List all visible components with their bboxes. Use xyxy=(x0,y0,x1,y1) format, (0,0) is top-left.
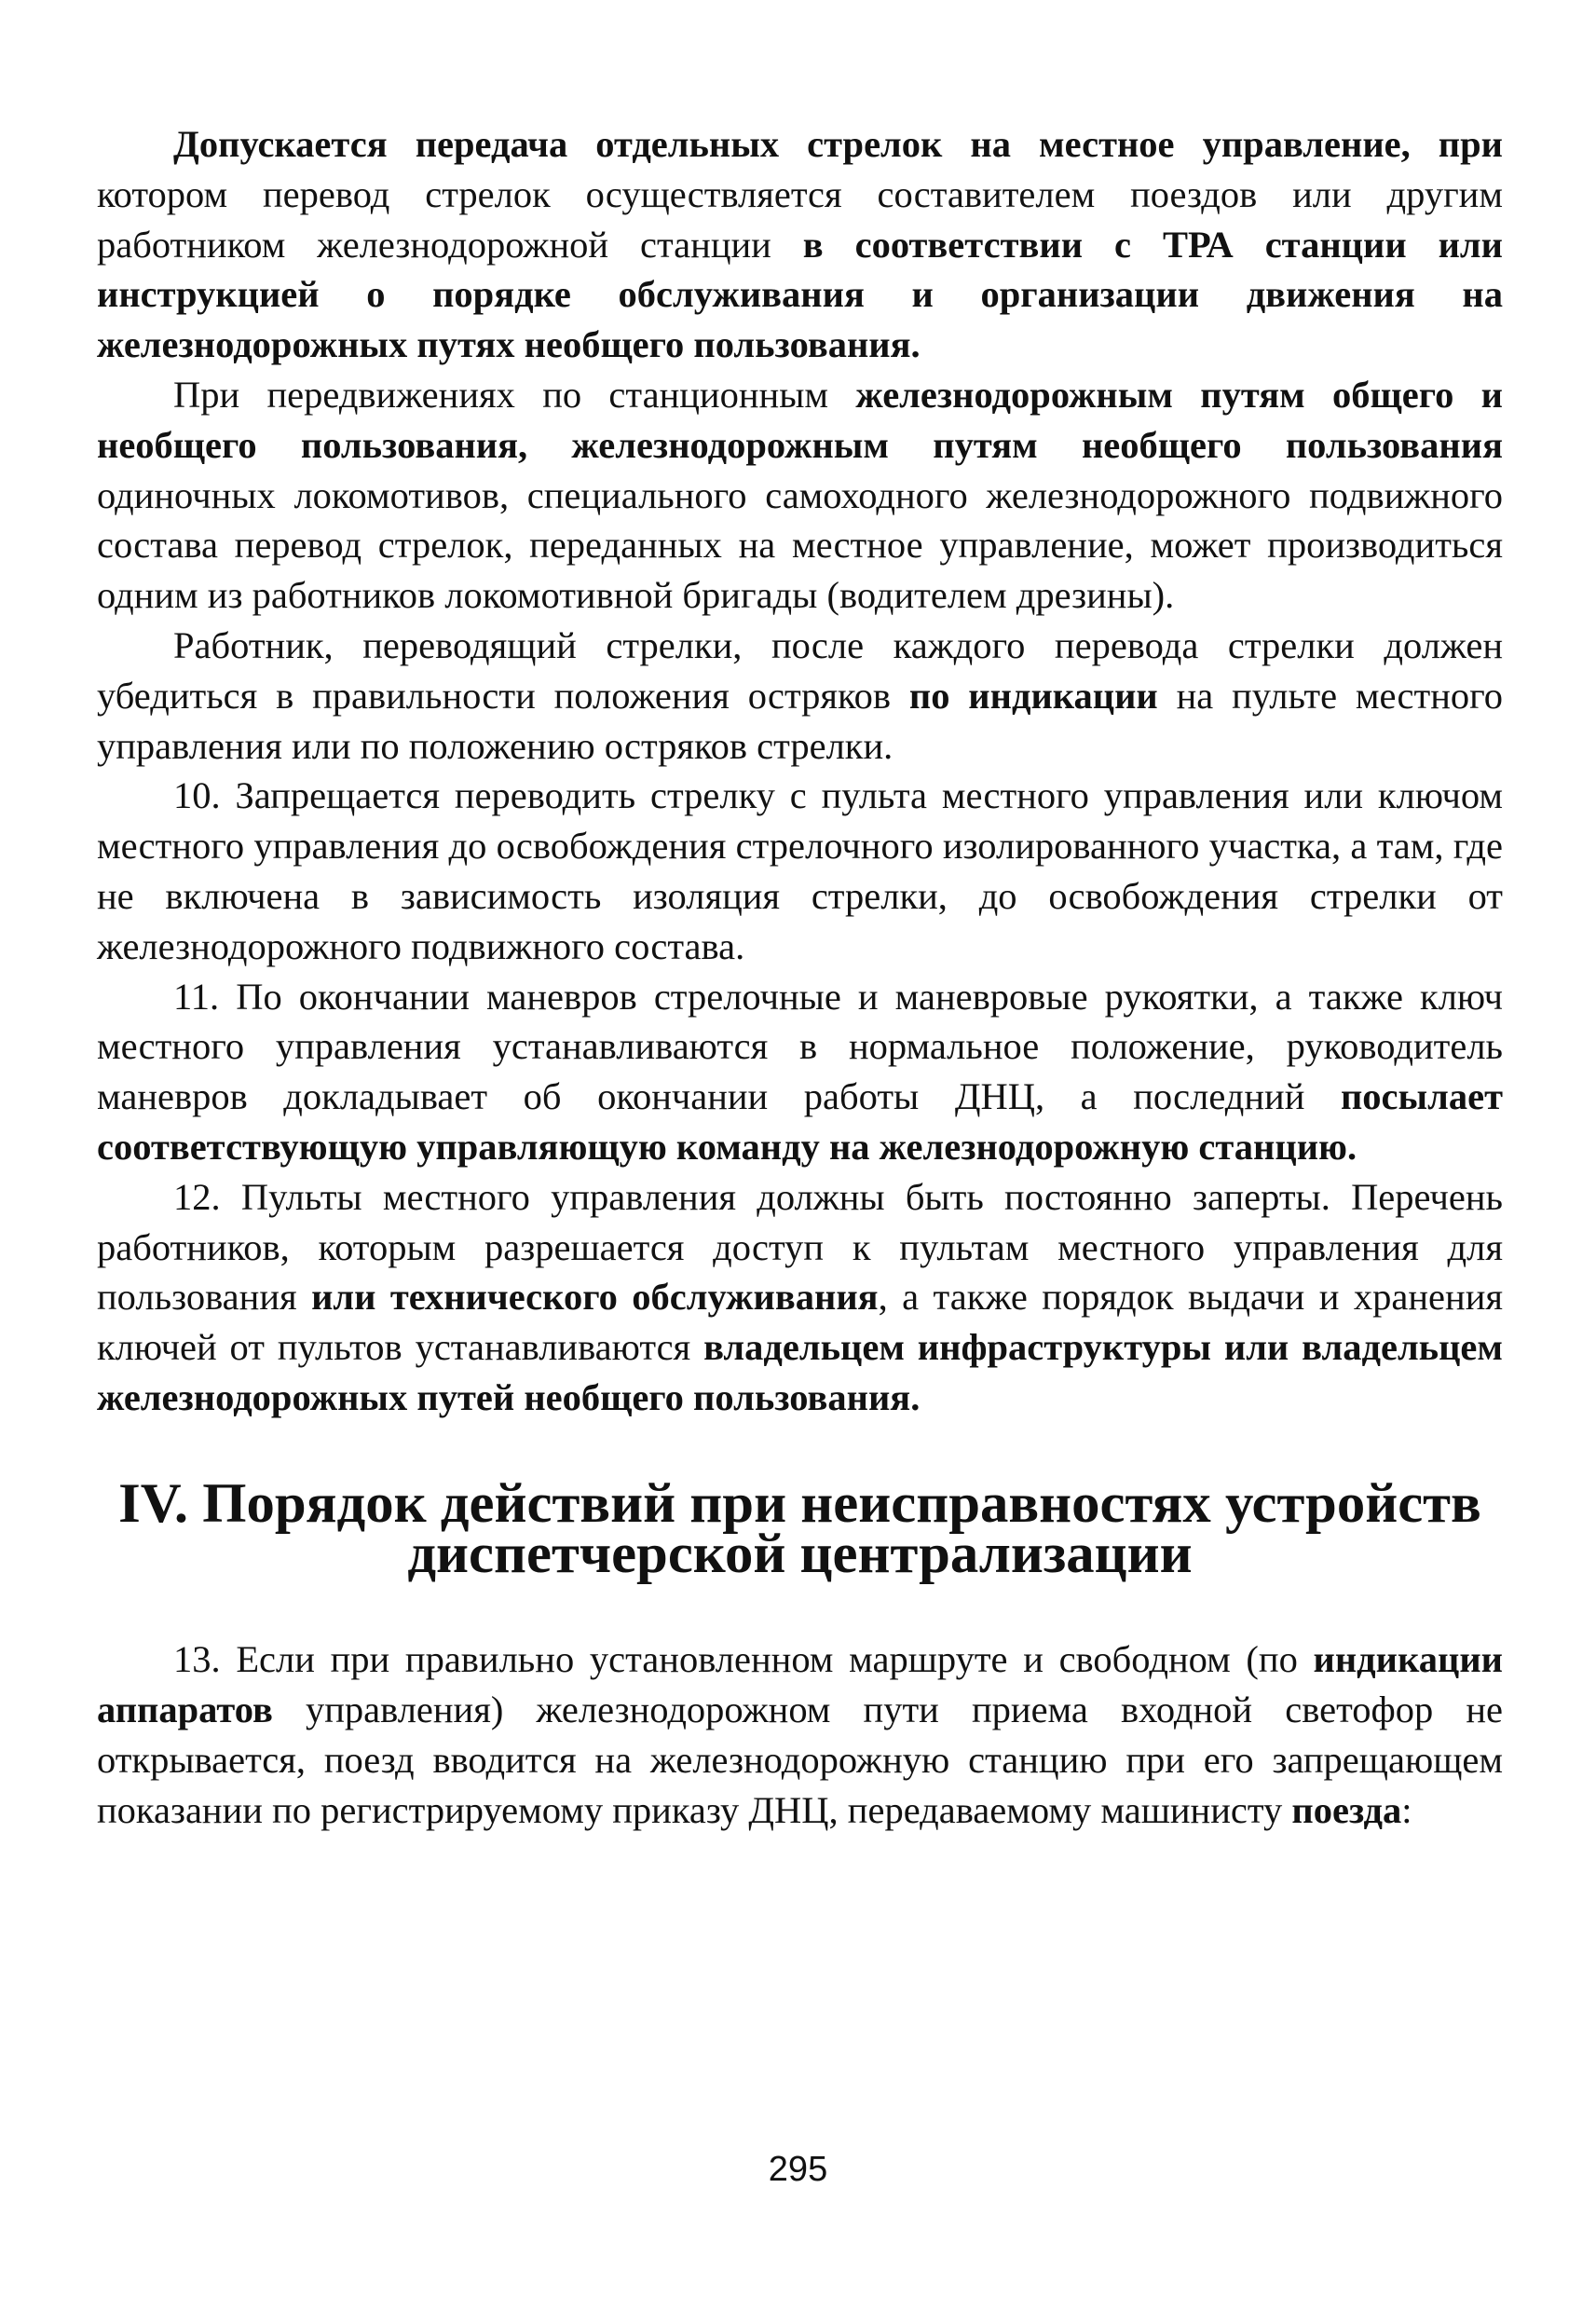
paragraph-5 xyxy=(97,972,1503,1172)
paragraph-6-segment-4: владельцем инфраструктуры или владельцем железнодорожных путей необщего пользования. xyxy=(97,1326,1503,1418)
paragraph-3 xyxy=(97,621,1503,771)
section-heading xyxy=(97,1471,1503,1585)
paragraph-5-segment-1: 11. По окончании маневров стрелочные и маневровые рукоятки, а также ключ местного управления устанавливаются в нормальное положение, руководитель маневров докладывает об окончании работы ДНЦ, а последний xyxy=(97,975,1503,1118)
paragraph-7 xyxy=(97,1634,1503,1835)
paragraph-3-segment-3: на пульте местного управления или по положению остряков стрелки. xyxy=(97,674,1503,767)
paragraph-3-segment-1: Работник, переводящий стрелки, после каждого перевода стрелки должен убедиться в правильности положения остряков xyxy=(97,623,1503,717)
paragraph-2 xyxy=(97,370,1503,621)
paragraph-5-segment-2: посылает соответствующую управляющую команду на железнодорожную станцию. xyxy=(97,1075,1503,1168)
paragraph-3-segment-2: по индикации xyxy=(908,674,1158,717)
paragraph-6 xyxy=(97,1172,1503,1423)
paragraph-1-segment-1: Допускается передача отдельных стрелок на местное управление, при xyxy=(173,123,1503,165)
paragraph-2-segment-3: одиночных локомотивов, специального самоходного железнодорожного подвижного состава перевод стрелок, переданных на местное управление, может производиться одним из работников локомотивной бригады (водителем дрезины). xyxy=(97,473,1503,617)
section-heading-line-2: диспетчерской централизации xyxy=(407,1522,1193,1585)
paragraph-1 xyxy=(97,119,1503,370)
paragraph-1-segment-2: котором перевод стрелок осуществляется составителем поездов или другим работником железнодорожной станции xyxy=(97,172,1503,266)
paragraph-4 xyxy=(97,771,1503,971)
paragraph-7-segment-5: : xyxy=(1401,1788,1412,1831)
paragraph-6-segment-1: 12. Пульты местного управления должны быть постоянно заперты. Перечень работников, которым разрешается доступ к пультам местного управления для пользования xyxy=(97,1175,1503,1319)
paragraph-4-segment-1: 10. Запрещается переводить стрелку с пульта местного управления или ключом местного управления до освобождения стрелочного изолированного участка, а там, где не включена в зависимость изоляция стрелки, до освобождения стрелки от железнодорожного подвижного состава. xyxy=(97,774,1503,967)
paragraph-7-segment-2: индикации аппаратов xyxy=(97,1638,1503,1731)
paragraph-7-segment-3: управления) железнодорожном пути приема входной светофор не открывается, поезд вводится на железнодорожную станцию при его запрещающем показании по регистрируемому приказу ДНЦ, передаваемому машинисту xyxy=(97,1689,1503,1831)
paragraph-1-segment-3: в соответствии с ТРА станции или инструкцией о порядке обслуживания и организации движения на железнодорожных путях необщего пользования. xyxy=(97,223,1503,366)
body-text-bottom xyxy=(97,1634,1503,1835)
body-text-top xyxy=(97,119,1503,1423)
paragraph-2-segment-1: При передвижениях по станционным xyxy=(173,373,856,416)
paragraph-6-segment-3: , а также порядок выдачи и хранения ключей от пультов устанавливаются xyxy=(97,1276,1503,1369)
page-number: 295 xyxy=(768,2150,828,2189)
paragraph-7-segment-1: 13. Если при правильно установленном маршруте и свободном (по xyxy=(173,1638,1314,1681)
paragraph-7-segment-4: поезда xyxy=(1291,1788,1402,1831)
section-heading-line-1: IV. Порядок действий при неисправностях устройств xyxy=(118,1471,1481,1535)
paragraph-6-segment-2: или технического обслуживания xyxy=(311,1276,879,1319)
paragraph-2-segment-2: железнодорожным путям общего и необщего пользования, железнодорожным путям необщего пользования xyxy=(97,373,1503,466)
